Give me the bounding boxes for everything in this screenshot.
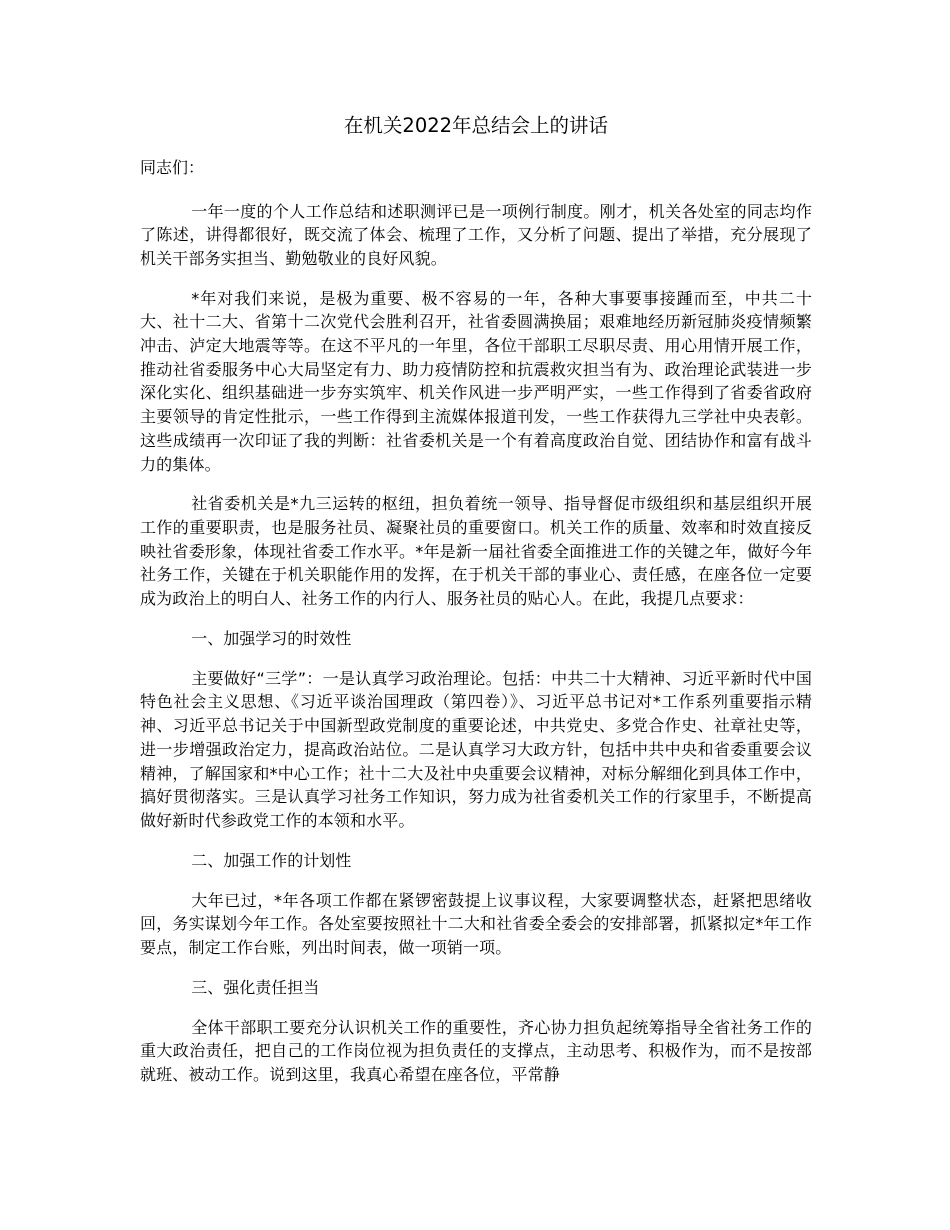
- section-body-responsibility: 全体干部职工要充分认识机关工作的重要性，齐心协力担负起统筹指导全省社务工作的重大政治责任，把自己的工作岗位视为担负责任的支撑点，主动思考、积极作为，而不是按部就班、被动工作。说到这里，我真心希望在座各位，平常静: [140, 1017, 812, 1085]
- section-heading-learning: 一、加强学习的时效性: [191, 628, 352, 648]
- section-body-planning: 大年已过，*年各项工作都在紧锣密鼓提上议事议程，大家要调整状态，赶紧把思绪收回，务实谋划今年工作。各处室要按照社十二大和社省委全委会的安排部署，抓紧拟定*年工作要点，制定工作台账，列出时间表，做一项销一项。: [140, 890, 812, 958]
- section-body-learning: 主要做好“三学”：一是认真学习政治理论。包括：中共二十大精神、习近平新时代中国特色社会主义思想、《习近平谈治国理政（第四卷）》、习近平总书记对*工作系列重要指示精神、习近平总书记关于中国新型政党制度的重要论述，中共党史、多党合作史、社章社史等，进一步增强政治定力，提高政治站位。二是认真学习大政方针，包括中共中央和省委重要会议精神，了解国家和*中心工作；社十二大及社中央重要会议精神，对标分解细化到具体工作中，搞好贯彻落实。三是认真学习社务工作知识，努力成为社省委机关工作的行家里手，不断提高做好新时代参政党工作的本领和水平。: [140, 668, 812, 830]
- document-page: [140, 112, 812, 1103]
- paragraph-opening: 一年一度的个人工作总结和述职测评已是一项例行制度。刚才，机关各处室的同志均作了陈述，讲得都很好，既交流了体会、梳理了工作，又分析了问题、提出了举措，充分展现了机关干部务实担当、勤勉敬业的良好风貌。: [140, 201, 812, 268]
- paragraph-achievements: *年对我们来说，是极为重要、极不容易的一年，各种大事要事接踵而至，中共二十大、社十二大、省第十二次党代会胜利召开，社省委圆满换届；艰难地经历新冠肺炎疫情频繁冲击、泸定大地震等等。在这不平凡的一年里，各位干部职工尽职尽责、用心用情开展工作，推动社省委服务中心大局坚定有力、助力疫情防控和抗震救灾担当有为、政治理论武装进一步深化实化、组织基础进一步夯实筑牢、机关作风进一步严明严实，一些工作得到了省委省政府主要领导的肯定性批示，一些工作得到主流媒体报道刊发，一些工作获得九三学社中央表彰。这些成绩再一次印证了我的判断：社省委机关是一个有着高度政治自觉、团结协作和富有战斗力的集体。: [140, 288, 812, 474]
- salutation: 同志们：: [140, 158, 205, 177]
- document-title: 在机关2022年总结会上的讲话: [343, 114, 609, 137]
- paragraph-requirements-intro: 社省委机关是*九三运转的枢纽，担负着统一领导、指导督促市级组织和基层组织开展工作的重要职责，也是服务社员、凝聚社员的重要窗口。机关工作的质量、效率和时效直接反映社省委形象，体现社省委工作水平。*年是新一届社省委全面推进工作的关键之年，做好今年社务工作，关键在于机关职能作用的发挥，在于机关干部的事业心、责任感，在座各位一定要成为政治上的明白人、社务工作的内行人、服务社员的贴心人。在此，我提几点要求：: [140, 494, 812, 609]
- section-heading-planning: 二、加强工作的计划性: [191, 850, 352, 870]
- section-heading-responsibility: 三、强化责任担当: [191, 977, 320, 997]
